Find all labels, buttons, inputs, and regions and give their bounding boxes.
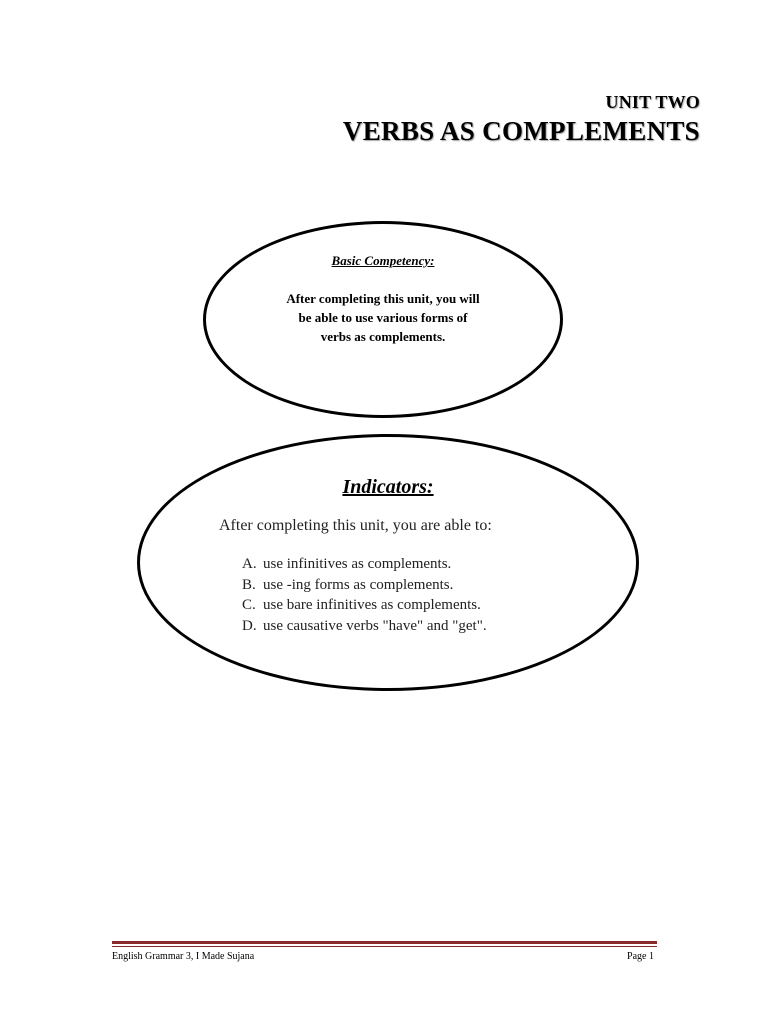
indicator-letter: C. — [242, 597, 256, 613]
indicator-item — [242, 554, 487, 575]
footer-book-title: English Grammar 3, I Made Sujana — [112, 951, 255, 962]
indicator-text: use -ing forms as complements. — [263, 576, 454, 593]
competency-heading: Basic Competency: — [331, 253, 435, 268]
indicators-heading: Indicators: — [342, 476, 434, 498]
indicator-item — [242, 595, 487, 616]
indicator-letter: B. — [242, 576, 256, 593]
unit-label: UNIT TWO — [605, 92, 700, 112]
indicator-letter: A. — [242, 556, 257, 572]
indicators-intro: After completing this unit, you are able to: — [219, 517, 492, 534]
indicator-text: use causative verbs "have" and "get". — [263, 617, 487, 634]
indicator-text: use infinitives as complements. — [263, 556, 452, 572]
unit-title: VERBS AS COMPLEMENTS — [342, 116, 700, 146]
indicator-text: use bare infinitives as complements. — [263, 597, 481, 613]
footer-page-number: Page 1 — [627, 951, 654, 962]
competency-line: After completing this unit, you will — [286, 291, 480, 306]
indicator-letter: D. — [242, 617, 257, 634]
indicator-item — [242, 575, 487, 596]
competency-line: be able to use various forms of — [298, 310, 468, 325]
indicator-item — [242, 616, 487, 637]
footer-rule — [112, 941, 657, 947]
competency-text — [203, 289, 563, 346]
indicators-list — [242, 554, 487, 636]
competency-line: verbs as complements. — [320, 329, 446, 344]
